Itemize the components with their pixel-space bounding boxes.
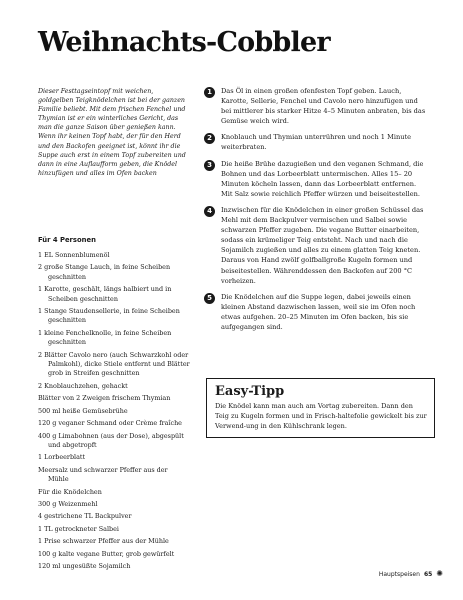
ingredient-item: 2 Blätter Cavolo nero (auch Schwarzkohl oder Palmkohl), dicke Stiele entfernt und Blätter grob in Streifen geschnitten <box>38 350 190 378</box>
step-text: Die heiße Brühe dazugießen und den veganen Schmand, die Bohnen und das Lorbeerblatt untermischen. Alles 15– 20 Minuten köcheln lassen, dann das Lorbeerblatt entfernen. Mit Salz sowie reichlich Pfeffer würzen und beiseitestellen. <box>221 159 424 198</box>
step-number-badge: 3 <box>204 160 215 171</box>
ingredient-item: Meersalz und schwarzer Pfeffer aus der Mühle <box>38 465 168 484</box>
ingredient-list <box>38 251 190 574</box>
ingredient-item: 120 g veganer Schmand oder Crème fraîche <box>38 419 182 428</box>
easy-tip-box <box>206 378 435 438</box>
method-step <box>204 159 429 199</box>
recipe-intro: Dieser Festtagseintopf mit weichen, goldgelben Teigknödelchen ist bei der ganzen Familie beliebt. Mit dem frischen Fenchel und Thymian ist er ein winterliches Gericht, das man die ganze Saison über genießen kann. Wenn ihr keinen Topf habt, der für den Herd und den Backofen geeignet ist, könnt ihr die Suppe auch erst in einem Topf zubereiten und dann in eine Auflaufform geben, die Knödel hinzufügen und alles im Ofen backen <box>38 88 186 177</box>
ingredient-item: 1 Stange Staudensellerie, in feine Scheiben geschnitten <box>38 307 180 325</box>
page-number: 65 <box>423 570 433 578</box>
method-step <box>204 205 429 286</box>
ingredient-item: 100 g kalte vegane Butter, grob gewürfelt <box>38 549 175 558</box>
step-number-badge: 5 <box>204 293 215 304</box>
ingredient-item: 300 g Weizenmehl <box>38 499 98 508</box>
method-steps <box>204 86 429 338</box>
ingredient-item: 120 ml ungesüßte Sojamilch <box>38 561 131 570</box>
step-text: Die Knödelchen auf die Suppe legen, dabei jeweils einen kleinen Abstand dazwischen lassen, weil sie im Ofen noch etwas aufgehen. 20–25 Minuten im Ofen backen, bis sie aufgegangen sind. <box>221 292 416 331</box>
ingredient-item: 1 EL Sonnenblumenöl <box>38 251 110 259</box>
ingredient-item: 1 kleine Fenchelknolle, in feine Scheiben geschnitten <box>38 328 172 347</box>
footer-section-label: Hauptspeisen <box>378 570 420 578</box>
step-text: Knoblauch und Thymian unterrühren und noch 1 Minute weiterbraten. <box>221 133 411 152</box>
ingredient-item: 400 g Limabohnen (aus der Dose), abgespült und abgetropft <box>38 431 184 449</box>
servings-heading: Für 4 Personen <box>38 236 96 244</box>
ingredient-item: 1 TL getrockneter Salbei <box>38 524 119 533</box>
recipe-title: Weihnachts-Cobbler <box>38 27 330 58</box>
ingredient-item: Blätter von 2 Zweigen frischem Thymian <box>38 394 171 403</box>
method-step <box>204 132 429 152</box>
ingredient-item: 1 Lorbeerblatt <box>38 453 86 462</box>
ingredient-item: 500 ml heiße Gemüsebrühe <box>38 406 128 415</box>
step-number-badge: 1 <box>204 87 215 98</box>
ingredient-item: 4 gestrichene TL Backpulver <box>38 512 132 521</box>
ingredient-item: 2 Knoblauchzehen, gehackt <box>38 381 128 390</box>
page-footer <box>379 570 443 578</box>
method-step <box>204 292 429 332</box>
tip-title: Easy-Tipp <box>215 384 285 399</box>
step-text: Das Öl in einen großen ofenfesten Topf geben. Lauch, Karotte, Sellerie, Fenchel und Cavolo nero hinzufügen und bei mittlerer bis starker Hitze 4–5 Minuten anbraten, bis das Gemüse weich wird. <box>221 87 426 126</box>
method-step <box>204 86 429 126</box>
sun-icon: ✺ <box>436 569 443 578</box>
ingredient-subheading: Für die Knödelchen <box>38 487 102 496</box>
ingredient-item: 2 große Stange Lauch, in feine Scheiben geschnitten <box>38 263 171 281</box>
step-text: Inzwischen für die Knödelchen in einer großen Schüssel das Mehl mit dem Backpulver vermischen und Salbei sowie schwarzen Pfeffer zugeben. Die vegane Butter einarbeiten, sodass ein krümeliger Teig entsteht. Nach und nach die Sojamilch zugießen und alles zu einem glatten Teig kneten. Daraus von Hand zwölf golfballgroße Kugeln formen und beiseitestellen. Währenddessen den Backofen auf 200 °C vorheizen. <box>221 205 424 285</box>
tip-text: Die Knödel kann man auch am Vortag zubereiten. Dann den Teig zu Kugeln formen und in Frisch-haltefolie gewickelt bis zur Verwend-ung in den Kühlschrank legen. <box>215 402 427 430</box>
step-number-badge: 2 <box>204 133 215 144</box>
ingredient-item: 1 Prise schwarzer Pfeffer aus der Mühle <box>38 537 169 546</box>
ingredient-item: 1 Karotte, geschält, längs halbiert und in Scheiben geschnitten <box>38 285 172 303</box>
step-number-badge: 4 <box>204 206 215 217</box>
